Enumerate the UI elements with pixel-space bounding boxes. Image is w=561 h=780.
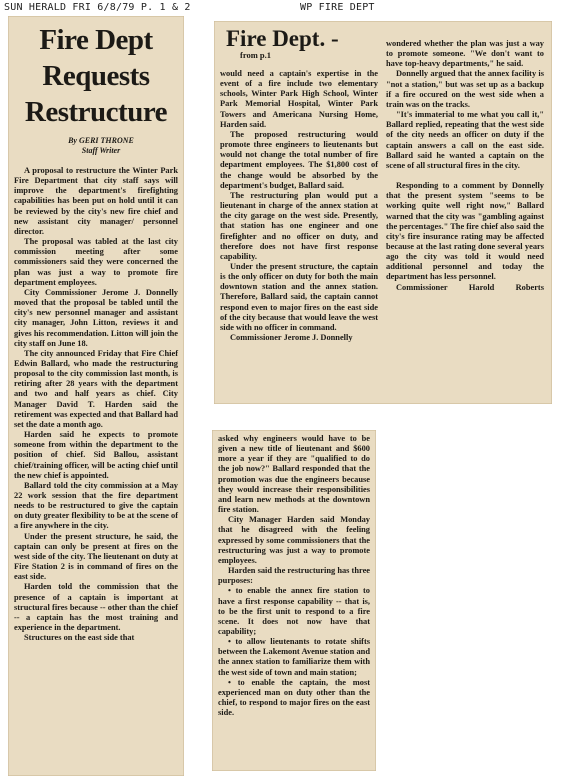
clipping-continuation <box>214 21 552 404</box>
column-right <box>386 39 544 343</box>
header-source: SUN HERALD FRI 6/8/79 P. 1 & 2 <box>4 2 191 13</box>
continuation-headline: Fire Dept. - <box>226 26 339 51</box>
signoff-word: Commissioner <box>396 282 448 292</box>
paragraph: Harden told the commission that the presence of a captain is important at structural fires because -- other than the chief -- a captain has the most training and experience in the department. <box>14 582 178 633</box>
paragraph: The restructuring plan would put a lieutenant in charge of the annex station at the city garage on the west side. Presently, that station has one engineer and one firefighter and no officer on duty, and therefore does not have first response capability. <box>220 190 378 261</box>
paragraph: "It's immaterial to me what you call it," Ballard replied, repeating that the west side of the city needs an officer on duty if the captain answers a call on the east side. Ballard said he wanted a captain on the scene of all structural fires in the city. <box>386 110 544 170</box>
page-header <box>0 2 561 16</box>
signoff-word: Roberts <box>515 282 544 292</box>
paragraph: would need a captain's expertise in the event of a fire include two elementary schools, Winter Park High School, Winter Park Memorial Hospital, Winter Park Towers and Americana Nursing Home, Harden said. <box>220 69 378 129</box>
paragraph: The proposal was tabled at the last city commission meeting after some commissioners said they were concerned the plan was just a way to promote fire department employees. <box>14 237 178 287</box>
paragraph: Harden said the restructuring has three purposes: <box>218 566 370 586</box>
paragraph: Under the present structure, he said, the captain can only be present at fires on the west side of the city. The lieutenant on duty at Fire Station 2 is in command of fires on the east side. <box>14 531 178 582</box>
signoff-line: Commissioner Jerome J. Donnelly <box>230 333 353 343</box>
paragraph: The city announced Friday that Fire Chief Edwin Ballard, who made the restructuring proposal to the city commission last month, is retiring after 28 years with the department and two and half years as chief. City Manager David T. Harden said the retirement was expected and that Ballard had set the date a month ago. <box>14 348 178 429</box>
signoff-line <box>386 283 544 292</box>
paragraph: asked why engineers would have to be given a new title of lieutenant and $600 more a year if they are "qualified to do the job now?" Ballard responded that the promotion was due the engineers because they would increase their responsibilities and learn new methods at the downtown fire station. <box>218 434 370 515</box>
jump-line: from p.1 <box>240 50 272 60</box>
paragraph: Harden said he expects to promote someone from within the department to the position of chief. Sid Ballou, assistant chief/training officer, will be acting chief until the new chief is appointed. <box>14 430 178 480</box>
headline-line-1: Fire Dept <box>39 24 153 56</box>
byline-title: Staff Writer <box>81 146 121 155</box>
clipping-second-continuation <box>212 430 376 771</box>
paragraph: City Commissioner Jerome J. Donnelly moved that the proposal be tabled until the city's new personnel manager and assistant city manager, John Litton, reviews it and gives his recommendation. Litton will join the city staff on June 18. <box>14 287 178 348</box>
bullet-item: • to allow lieutenants to rotate shifts between the Lakemont Avenue station and the annex station to familiarize them with the west side of town and main station; <box>218 637 370 677</box>
paragraph: The proposed restructuring would promote three engineers to lieutenants but would not change the total number of fire department employees. The $1,800 cost of the change would be absorbed by the department's budget, Ballard said. <box>220 129 378 190</box>
paragraph: Donnelly argued that the annex facility is "not a station," but was set up as a backup if a fire occured on the west side when a train was on the tracks. <box>386 69 544 109</box>
clipping-main-story <box>8 16 184 776</box>
headline-line-3: Restructure <box>24 96 168 128</box>
paragraph: Under the present structure, the captain is the only officer on duty for both the main downtown station and the annex station. Therefore, Ballard said, the captain cannot respond even to major fires on the east side of the city because that would leave the west side with no officer in command. <box>220 261 378 332</box>
paragraph: A proposal to restructure the Winter Park Fire Department that city staff says will improve the department's firefighting capabilities has been put on hold until it can be reviewed by the city's new fire chief and new assistant city manager/ personnel director. <box>14 166 178 236</box>
header-label: WP FIRE DEPT <box>300 2 375 13</box>
signoff-word: Harold <box>468 282 495 292</box>
column-left <box>220 69 378 343</box>
byline <box>24 136 178 156</box>
bullet-item: • to enable the captain, the most experienced man on duty other than the chief, to respond to major fires on the east side. <box>218 677 370 718</box>
paragraph: Responding to a comment by Donnelly that the present system "seems to be working quite well right now," Ballard warned that the city was "gambling against the percentages." The fire chief also said the city's fire insurance rating may be affected because at the last rating done several years ago the city was told it would need additional personnel and today the department has less personnel. <box>386 181 544 282</box>
paragraph: City Manager Harden said Monday that he disagreed with the feeling expressed by some commissioners that the restructuring was just a way to promote employees. <box>218 515 370 565</box>
headline-line-2: Requests <box>42 60 150 92</box>
paragraph: Structures on the east side that <box>24 633 135 643</box>
paragraph: wondered whether the plan was just a way to promote someone. "We don't want to have top-heavy departments," he said. <box>386 39 544 69</box>
byline-author: By GERI THRONE <box>68 136 134 145</box>
bullet-item: • to enable the annex fire station to have a first response capability -- that is, to be the first unit to respond to a fire scene. It does not now have that capability; <box>218 586 370 636</box>
headline <box>14 22 178 130</box>
paragraph: Ballard told the city commission at a May 22 work session that the fire department needs to be restructured to give the captain on duty greater flexibility to be at the scene of a fire anywhere in the city. <box>14 480 178 531</box>
